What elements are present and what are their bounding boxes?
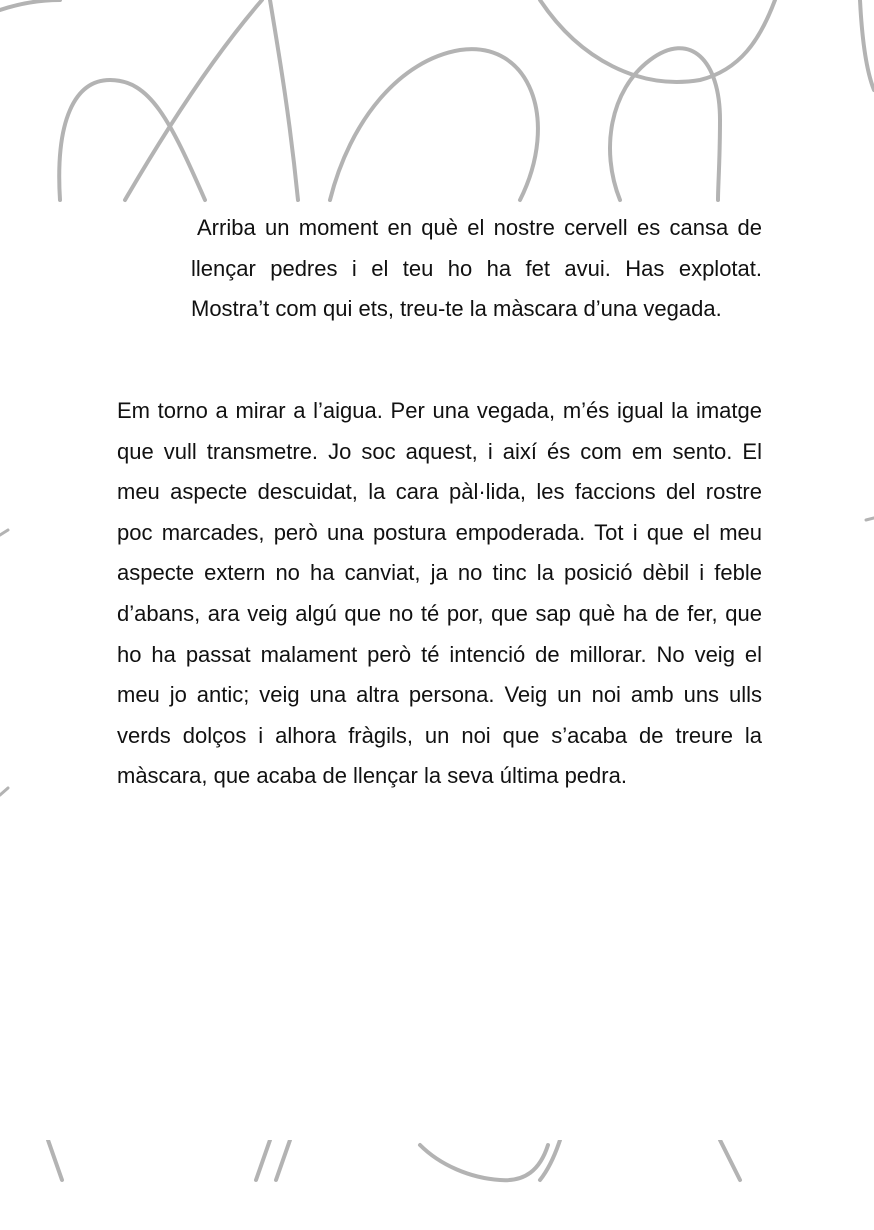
- decor-curve: [256, 1140, 270, 1180]
- decor-curve: [540, 0, 775, 82]
- decor-mark: [0, 788, 8, 795]
- decor-curve: [276, 1140, 290, 1180]
- decor-curve: [48, 1140, 62, 1180]
- decor-curve: [540, 1140, 560, 1180]
- quote-paragraph: Arriba un moment en què el nostre cervell es cansa de llençar pedres i el teu ho ha fet avui. Has explotat. Mostra’t com qui ets, treu-te la màscara d’una vegada.: [191, 215, 762, 321]
- body-paragraph: Em torno a mirar a l’aigua. Per una vegada, m’és igual la imatge que vull transmetre. Jo soc aquest, i així és com em sento. El meu aspecte descuidat, la cara pàl·lida, les faccions del rostre poc marcades, però una postura empoderada. Tot i que el meu aspecte extern no ha canviat, ja no tinc la posició dèbil i feble d’abans, ara veig algú que no té por, que sap què ha de fer, que ho ha passat malament però té intenció de millorar. No veig el meu jo antic; veig una altra persona. Veig un noi amb uns ulls verds dolços i alhora fràgils, un noi que s’acaba de treure la màscara, que acaba de llençar la seva última pedra.: [117, 398, 762, 789]
- decor-curve: [0, 0, 60, 10]
- bottom-decorative-curves: [0, 1140, 874, 1185]
- decor-curve: [125, 0, 262, 200]
- decor-curve: [610, 48, 720, 200]
- decor-mark: [0, 530, 8, 535]
- decor-curve: [59, 80, 205, 200]
- decor-curve: [720, 1140, 740, 1180]
- decor-curve: [330, 49, 538, 200]
- decor-curve: [860, 0, 874, 90]
- decor-mark: [866, 518, 874, 520]
- decor-curve: [420, 1145, 548, 1180]
- top-decorative-curves: [0, 0, 874, 205]
- decor-curve: [270, 0, 298, 200]
